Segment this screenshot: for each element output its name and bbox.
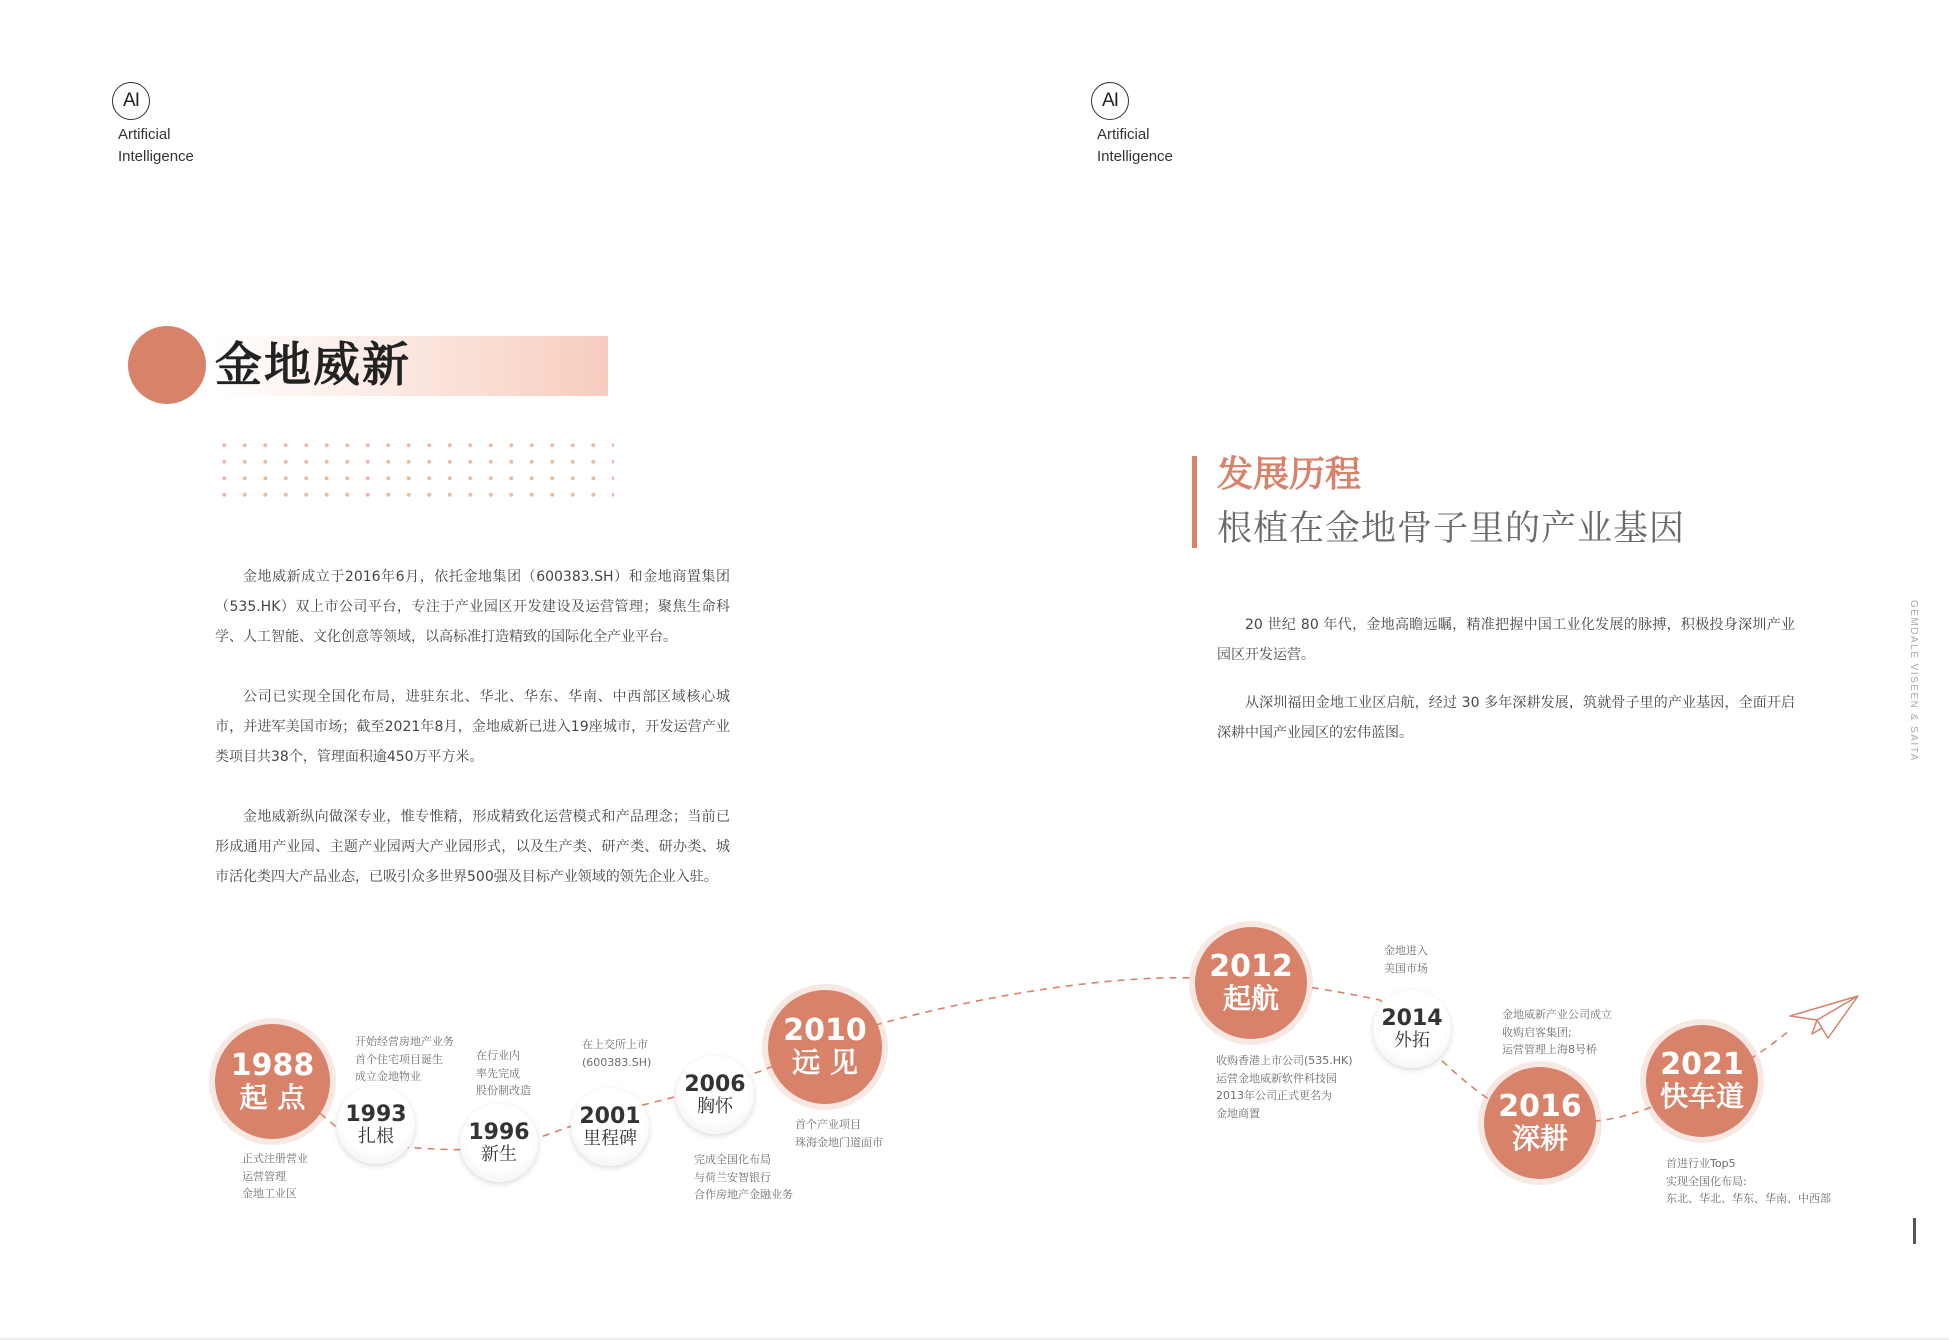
ai-logo-mark: AI xyxy=(112,82,150,120)
timeline-note-2006 xyxy=(694,1151,793,1204)
note-line: 金地进入 xyxy=(1384,944,1428,957)
note-line: 金地威新产业公司成立 xyxy=(1502,1008,1612,1021)
ai-logo-mark: AI xyxy=(1091,82,1129,120)
timeline-year: 1996 xyxy=(468,1119,530,1145)
timeline-node-2001 xyxy=(571,1088,649,1166)
note-line: 成立金地物业 xyxy=(355,1070,421,1083)
timeline-year: 2012 xyxy=(1209,949,1293,985)
timeline-note-2014 xyxy=(1384,942,1428,977)
timeline-note-2001 xyxy=(582,1036,651,1071)
timeline-label: 起 点 xyxy=(239,1080,306,1114)
section-title: 金地威新 xyxy=(215,338,411,393)
timeline-note-2016 xyxy=(1502,1006,1612,1059)
timeline-label: 新生 xyxy=(481,1143,517,1165)
timeline-year: 1993 xyxy=(345,1101,407,1127)
intro-paragraph-1: 金地威新成立于2016年6月，依托金地集团（600383.SH）和金地商置集团（535.HK）双上市公司平台，专注于产业园区开发建设及运营管理；聚焦生命科学、人工智能、文化创意等领域，以高标准打造精致的国际化全产业平台。 xyxy=(215,569,730,645)
timeline-note-1996 xyxy=(476,1047,531,1100)
timeline-note-2021 xyxy=(1666,1155,1831,1208)
note-line: 金地工业区 xyxy=(242,1187,297,1200)
note-line: 东北、华北、华东、华南、中西部 xyxy=(1666,1192,1831,1205)
note-line: 股份制改造 xyxy=(476,1084,531,1097)
history-title: 发展历程 xyxy=(1217,454,1362,495)
note-line: 与荷兰安智银行 xyxy=(694,1170,771,1184)
timeline-node-2021 xyxy=(1646,1025,1758,1137)
timeline-label: 深耕 xyxy=(1511,1122,1568,1156)
note-line: 首个产业项目 xyxy=(795,1118,861,1131)
note-line: 在上交所上市 xyxy=(582,1038,648,1051)
intro-paragraph-3: 金地威新纵向做深专业，惟专惟精，形成精致化运营模式和产品理念；当前已形成通用产业园、主题产业园两大产业园形式，以及生产类、研产类、研办类、城市活化类四大产品业态，已吸引众多世界500强及目标产业领域的领先企业入驻。 xyxy=(215,809,730,885)
history-paragraph-2: 从深圳福田金地工业区启航，经过 30 多年深耕发展，筑就骨子里的产业基因，全面开启深耕中国产业园区的宏伟蓝图。 xyxy=(1217,695,1795,741)
timeline-note-1993 xyxy=(355,1033,454,1086)
note-line: 在行业内 xyxy=(476,1049,520,1062)
timeline-year: 2006 xyxy=(684,1071,746,1097)
ai-logo-line1: Artificial xyxy=(118,126,171,143)
timeline-note-2012 xyxy=(1216,1052,1353,1122)
timeline-label: 快车道 xyxy=(1659,1080,1744,1114)
timeline-label: 胸怀 xyxy=(697,1095,733,1117)
history-subtitle: 根植在金地骨子里的产业基因 xyxy=(1217,509,1686,549)
note-line: 首进行业Top5 xyxy=(1666,1157,1736,1170)
timeline-node-1988 xyxy=(215,1024,330,1139)
timeline-note-1988 xyxy=(242,1150,308,1203)
ai-logo-line1: Artificial xyxy=(1097,126,1150,143)
note-line: 合作房地产金融业务 xyxy=(694,1188,793,1201)
note-line: 2013年公司正式更名为 xyxy=(1216,1089,1332,1102)
note-line: 运营管理 xyxy=(242,1169,286,1183)
note-line: 正式注册营业 xyxy=(242,1152,308,1165)
intro-paragraph-2: 公司已实现全国化布局，进驻东北、华北、华东、华南、中西部区域核心城市，并进军美国市场；截至2021年8月，金地威新已进入19座城市，开发运营产业类项目共38个，管理面积逾450万平方米。 xyxy=(215,689,730,765)
history-paragraph-1: 20 世纪 80 年代，金地高瞻远瞩，精准把握中国工业化发展的脉搏，积极投身深圳产业园区开发运营。 xyxy=(1217,617,1795,663)
timeline-node-2016 xyxy=(1484,1067,1596,1179)
timeline-year: 2016 xyxy=(1498,1089,1582,1125)
note-line: 收购香港上市公司(535.HK) xyxy=(1216,1054,1353,1067)
timeline-label: 外拓 xyxy=(1394,1029,1430,1051)
vertical-brand-text: GEMDALE VISEEN & SAITA xyxy=(1908,600,1919,762)
timeline-year: 1988 xyxy=(230,1047,315,1083)
timeline-year: 2014 xyxy=(1381,1005,1443,1031)
timeline-year: 2021 xyxy=(1660,1047,1744,1083)
timeline-note-2010 xyxy=(795,1116,883,1151)
timeline-label: 远 见 xyxy=(792,1046,858,1080)
ai-logo-line2: Intelligence xyxy=(1097,148,1173,165)
timeline-label: 扎根 xyxy=(358,1125,394,1147)
timeline-node-1996 xyxy=(460,1104,538,1182)
note-line: 运营金地威新软件科技园 xyxy=(1216,1071,1337,1085)
note-line: 收购启客集团; xyxy=(1502,1025,1572,1039)
timeline-label: 里程碑 xyxy=(583,1127,637,1149)
timeline-node-2012 xyxy=(1195,927,1307,1039)
timeline-node-2014 xyxy=(1373,990,1451,1068)
timeline-label: 起航 xyxy=(1222,982,1279,1016)
timeline-year: 2010 xyxy=(783,1013,867,1049)
timeline-year: 2001 xyxy=(579,1103,641,1129)
note-line: 金地商置 xyxy=(1216,1106,1260,1120)
ai-logo-line2: Intelligence xyxy=(118,148,194,165)
note-line: 实现全国化布局: xyxy=(1666,1174,1747,1188)
note-line: 完成全国化布局 xyxy=(694,1153,771,1166)
note-line: 首个住宅项目诞生 xyxy=(355,1052,443,1066)
note-line: 珠海金地门道面市 xyxy=(795,1135,883,1149)
note-line: 率先完成 xyxy=(476,1066,520,1080)
note-line: 开始经营房地产业务 xyxy=(355,1035,454,1048)
note-line: 美国市场 xyxy=(1384,961,1428,975)
timeline-node-2010 xyxy=(768,990,882,1104)
note-line: 运营管理上海8号桥 xyxy=(1502,1043,1597,1056)
timeline-node-1993 xyxy=(337,1086,415,1164)
timeline-node-2006 xyxy=(676,1056,754,1134)
paper-plane-icon xyxy=(1790,996,1858,1038)
note-line: (600383.SH) xyxy=(582,1055,652,1069)
